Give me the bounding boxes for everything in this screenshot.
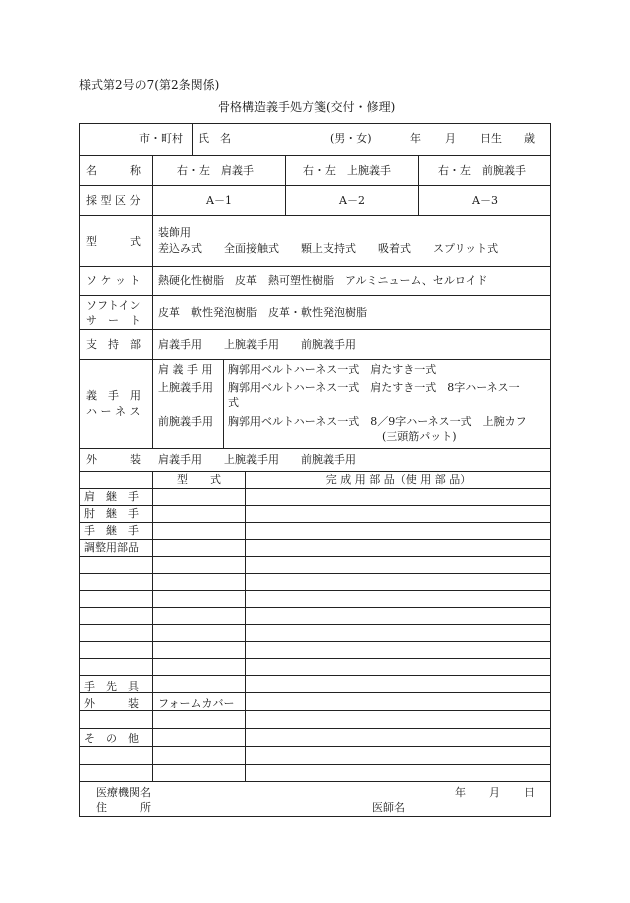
socket-value: 熱硬化性樹脂 皮革 熱可塑性樹脂 アルミニューム、セルロイド: [158, 274, 488, 287]
category-label: 採 型 区 分: [86, 194, 141, 207]
parts-row-model: フォームカバー: [158, 697, 235, 710]
dob-day: 日生: [480, 132, 502, 145]
harness-text-shoulder: 胸郭用ベルトハーネス一式 肩たすき一式: [228, 363, 437, 376]
parts-row-label: 肘 継 手: [84, 507, 139, 520]
parts-row-label: 手 継 手: [84, 524, 139, 537]
parts-row-label: 外 装: [84, 697, 139, 710]
form-title: 骨格構造義手処方箋(交付・修理): [218, 100, 396, 114]
soft-insert-value: 皮革 軟性発泡樹脂 皮革・軟性発泡樹脂: [158, 306, 367, 319]
category-a1: A－1: [206, 194, 232, 207]
footer-day: 日: [524, 786, 535, 799]
category-a2: A－2: [339, 194, 365, 207]
support-value: 肩義手用 上腕義手用 前腕義手用: [158, 338, 356, 351]
parts-row-label: 手 先 具: [84, 680, 139, 693]
city-field: 市・町村: [139, 132, 183, 145]
institution-label: 医療機関名: [96, 786, 151, 799]
footer-month: 月: [489, 786, 500, 799]
option-forearm: 右・左 前腕義手: [438, 164, 526, 177]
harness-sub-shoulder: 肩 義 手 用: [158, 363, 213, 376]
socket-label: ソ ケ ッ ト: [86, 274, 141, 287]
soft-insert-label-1: ソフトイン: [86, 299, 141, 312]
harness-sub-upper-arm: 上腕義手用: [158, 381, 213, 394]
category-a3: A－3: [472, 194, 498, 207]
parts-row-label: 肩 継 手: [84, 490, 139, 503]
soft-insert-label-2: サ ー ト: [86, 314, 141, 327]
age-field: 歳: [524, 132, 535, 145]
harness-label-1: 義 手 用: [86, 389, 141, 402]
option-shoulder: 右・左 肩義手: [177, 164, 254, 177]
exterior-label: 外 装: [86, 453, 141, 466]
name-label: 氏 名: [198, 132, 231, 145]
option-upper-arm: 右・左 上腕義手: [303, 164, 391, 177]
dob-year: 年: [410, 132, 421, 145]
parts-row-label: 調整用部品: [84, 541, 139, 554]
doctor-label: 医師名: [372, 801, 405, 814]
form-number: 様式第2号の7(第2条関係): [79, 78, 220, 92]
type-line1: 装飾用: [158, 226, 191, 239]
parts-col-parts: 完 成 用 部 品（使 用 部 品）: [325, 473, 472, 486]
harness-text-forearm-cont: (三頭筋パット): [382, 430, 457, 443]
prescription-form: [79, 123, 551, 817]
footer-year: 年: [455, 786, 466, 799]
type-label: 型 式: [86, 235, 141, 248]
exterior-value: 肩義手用 上腕義手用 前腕義手用: [158, 453, 356, 466]
dob-month: 月: [445, 132, 456, 145]
harness-text-upper-arm: 胸郭用ベルトハーネス一式 肩たすき一式 8字ハーネス一: [228, 381, 520, 394]
gender-field: (男・女): [330, 132, 372, 145]
parts-row-label: そ の 他: [84, 732, 139, 745]
harness-sub-forearm: 前腕義手用: [158, 415, 213, 428]
harness-label-2: ハ ー ネ ス: [86, 405, 141, 418]
parts-col-model: 型 式: [177, 473, 221, 486]
name-row-label: 名 称: [86, 164, 141, 177]
address-label: 住 所: [96, 801, 151, 814]
harness-text-upper-arm-cont: 式: [228, 396, 239, 409]
support-label: 支 持 部: [86, 338, 141, 351]
harness-text-forearm: 胸郭用ベルトハーネス一式 8／9字ハーネス一式 上腕カフ: [228, 415, 527, 428]
type-line2: 差込み式 全面接触式 顆上支持式 吸着式 スプリット式: [158, 242, 499, 255]
